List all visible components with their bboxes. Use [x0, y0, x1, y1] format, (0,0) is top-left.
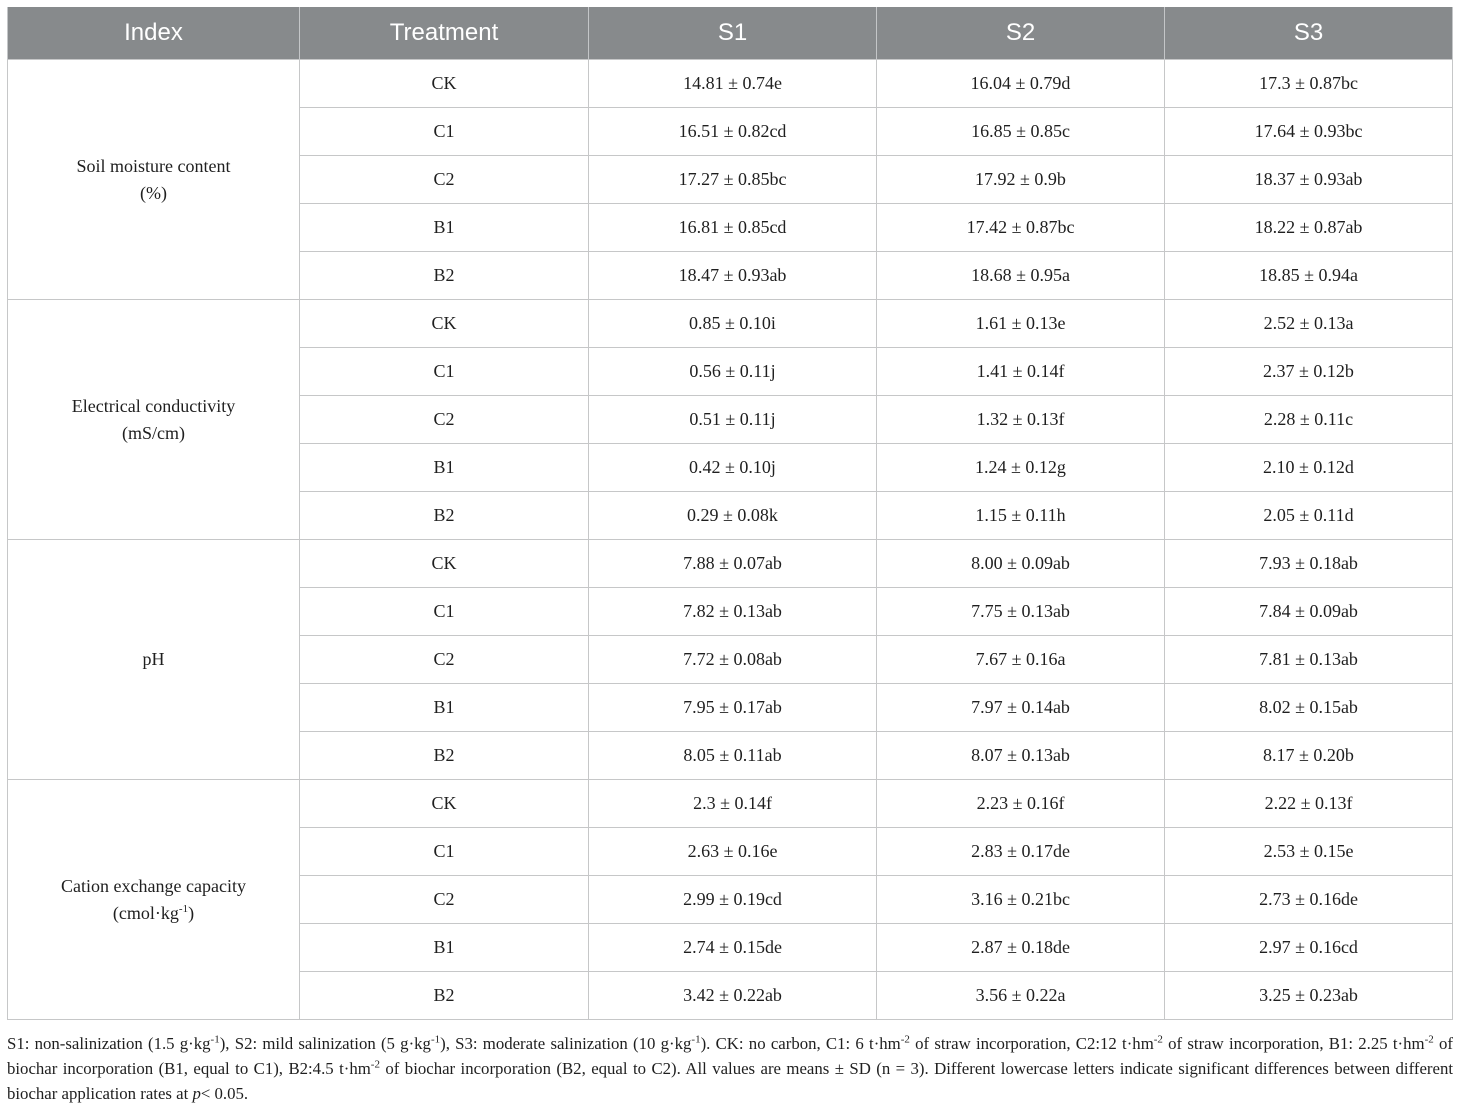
s1-value-cell: 18.47 ± 0.93ab [589, 252, 877, 300]
s1-value-cell: 0.51 ± 0.11j [589, 396, 877, 444]
s3-value-cell: 18.22 ± 0.87ab [1165, 204, 1453, 252]
s3-value-cell: 8.17 ± 0.20b [1165, 732, 1453, 780]
treatment-cell: C1 [300, 588, 589, 636]
s2-value-cell: 2.23 ± 0.16f [877, 780, 1165, 828]
index-cell [8, 60, 300, 300]
s2-value-cell: 17.42 ± 0.87bc [877, 204, 1165, 252]
index-unit-end: ) [188, 902, 195, 923]
treatment-cell: C1 [300, 108, 589, 156]
treatment-cell: B2 [300, 972, 589, 1020]
s2-value-cell: 1.24 ± 0.12g [877, 444, 1165, 492]
s1-value-cell: 7.88 ± 0.07ab [589, 540, 877, 588]
header-s1: S1 [589, 7, 877, 60]
s3-value-cell: 2.28 ± 0.11c [1165, 396, 1453, 444]
s1-value-cell: 2.74 ± 0.15de [589, 924, 877, 972]
s3-value-cell: 2.37 ± 0.12b [1165, 348, 1453, 396]
s2-value-cell: 1.41 ± 0.14f [877, 348, 1165, 396]
s1-value-cell: 2.3 ± 0.14f [589, 780, 877, 828]
s2-value-cell: 16.04 ± 0.79d [877, 60, 1165, 108]
s1-value-cell: 0.85 ± 0.10i [589, 300, 877, 348]
s3-value-cell: 2.10 ± 0.12d [1165, 444, 1453, 492]
s3-value-cell: 2.73 ± 0.16de [1165, 876, 1453, 924]
s1-value-cell: 14.81 ± 0.74e [589, 60, 877, 108]
index-label: pH [142, 649, 165, 669]
header-s3: S3 [1165, 7, 1453, 60]
s2-value-cell: 1.15 ± 0.11h [877, 492, 1165, 540]
s3-value-cell: 7.84 ± 0.09ab [1165, 588, 1453, 636]
footnote-p-italic: p [192, 1084, 201, 1103]
table-row [8, 60, 1453, 108]
index-cell [8, 540, 300, 780]
s2-value-cell: 3.56 ± 0.22a [877, 972, 1165, 1020]
s3-value-cell: 2.52 ± 0.13a [1165, 300, 1453, 348]
s1-value-cell: 2.99 ± 0.19cd [589, 876, 877, 924]
index-unit-sup: -1 [178, 902, 189, 915]
footnote-text: of biochar incorporation (B1, equal to C1), B2:4.5 t·hm [7, 1034, 1453, 1078]
footnote-sup: -2 [370, 1058, 380, 1071]
s2-value-cell: 8.07 ± 0.13ab [877, 732, 1165, 780]
footnote-sup: -1 [691, 1033, 701, 1046]
treatment-cell: CK [300, 300, 589, 348]
footnote-text: ), S2: mild salinization (5 g·kg [219, 1034, 431, 1053]
index-cell [8, 300, 300, 540]
s1-value-cell: 0.29 ± 0.08k [589, 492, 877, 540]
treatment-cell: CK [300, 780, 589, 828]
s1-value-cell: 7.82 ± 0.13ab [589, 588, 877, 636]
footnote-text: of straw incorporation, C2:12 t·hm [909, 1034, 1154, 1053]
treatment-cell: C2 [300, 876, 589, 924]
treatment-cell: B2 [300, 252, 589, 300]
footnote-sup: -2 [900, 1033, 910, 1046]
s1-value-cell: 0.56 ± 0.11j [589, 348, 877, 396]
s2-value-cell: 8.00 ± 0.09ab [877, 540, 1165, 588]
index-label: Cation exchange capacity [61, 875, 246, 896]
s3-value-cell: 2.97 ± 0.16cd [1165, 924, 1453, 972]
treatment-cell: B1 [300, 684, 589, 732]
treatment-cell: C1 [300, 348, 589, 396]
data-table-container [7, 7, 1453, 1020]
treatment-cell: CK [300, 540, 589, 588]
s1-value-cell: 16.81 ± 0.85cd [589, 204, 877, 252]
header-s2: S2 [877, 7, 1165, 60]
table-row [8, 540, 1453, 588]
header-row [8, 7, 1453, 60]
s2-value-cell: 3.16 ± 0.21bc [877, 876, 1165, 924]
s1-value-cell: 0.42 ± 0.10j [589, 444, 877, 492]
footnote-text: ), S3: moderate salinization (10 g·kg [440, 1034, 692, 1053]
footnote-sup: -2 [1153, 1033, 1163, 1046]
s1-value-cell: 8.05 ± 0.11ab [589, 732, 877, 780]
footnote-text: ). CK: no carbon, C1: 6 t·hm [700, 1034, 901, 1053]
s1-value-cell: 16.51 ± 0.82cd [589, 108, 877, 156]
footnote-text: S1: non-salinization (1.5 g·kg [7, 1034, 211, 1053]
treatment-cell: B1 [300, 444, 589, 492]
header-treatment: Treatment [300, 7, 589, 60]
treatment-cell: C2 [300, 156, 589, 204]
s2-value-cell: 17.92 ± 0.9b [877, 156, 1165, 204]
index-unit: (mS/cm) [122, 422, 185, 443]
index-label: Electrical conductivity [71, 395, 236, 416]
s3-value-cell: 3.25 ± 0.23ab [1165, 972, 1453, 1020]
footnote-sup: -2 [1424, 1033, 1434, 1046]
footnote-sup: -1 [210, 1033, 220, 1046]
s2-value-cell: 7.67 ± 0.16a [877, 636, 1165, 684]
table-header [8, 7, 1453, 60]
footnote-text: < 0.05. [200, 1084, 249, 1103]
index-cell [8, 780, 300, 1020]
s3-value-cell: 7.93 ± 0.18ab [1165, 540, 1453, 588]
table-row [8, 780, 1453, 828]
s1-value-cell: 7.72 ± 0.08ab [589, 636, 877, 684]
s2-value-cell: 7.97 ± 0.14ab [877, 684, 1165, 732]
s2-value-cell: 2.87 ± 0.18de [877, 924, 1165, 972]
s3-value-cell: 7.81 ± 0.13ab [1165, 636, 1453, 684]
treatment-cell: C2 [300, 396, 589, 444]
s1-value-cell: 17.27 ± 0.85bc [589, 156, 877, 204]
treatment-cell: B2 [300, 492, 589, 540]
treatment-cell: B1 [300, 924, 589, 972]
s3-value-cell: 18.85 ± 0.94a [1165, 252, 1453, 300]
table-body [8, 60, 1453, 1020]
index-unit: (cmol·kg [112, 902, 179, 923]
s2-value-cell: 1.32 ± 0.13f [877, 396, 1165, 444]
s2-value-cell: 16.85 ± 0.85c [877, 108, 1165, 156]
s3-value-cell: 8.02 ± 0.15ab [1165, 684, 1453, 732]
footnote-sup: -1 [430, 1033, 441, 1046]
soil-properties-table [7, 7, 1453, 1020]
table-footnote [7, 1031, 1453, 1106]
s3-value-cell: 2.05 ± 0.11d [1165, 492, 1453, 540]
s2-value-cell: 7.75 ± 0.13ab [877, 588, 1165, 636]
table-row [8, 300, 1453, 348]
s2-value-cell: 1.61 ± 0.13e [877, 300, 1165, 348]
treatment-cell: CK [300, 60, 589, 108]
s3-value-cell: 2.53 ± 0.15e [1165, 828, 1453, 876]
s1-value-cell: 2.63 ± 0.16e [589, 828, 877, 876]
treatment-cell: B2 [300, 732, 589, 780]
footnote-text: of straw incorporation, B1: 2.25 t·hm [1162, 1034, 1425, 1053]
header-index: Index [8, 7, 300, 60]
s1-value-cell: 7.95 ± 0.17ab [589, 684, 877, 732]
treatment-cell: B1 [300, 204, 589, 252]
index-unit: (%) [140, 182, 167, 203]
s2-value-cell: 2.83 ± 0.17de [877, 828, 1165, 876]
s2-value-cell: 18.68 ± 0.95a [877, 252, 1165, 300]
footnote-text: of biochar incorporation (B2, equal to C2). All values are means ± SD (n = 3). Different lowercase letters indicate significant differences between different biochar application rates at [7, 1059, 1453, 1103]
index-label: Soil moisture content [76, 155, 231, 176]
s3-value-cell: 17.64 ± 0.93bc [1165, 108, 1453, 156]
treatment-cell: C1 [300, 828, 589, 876]
s3-value-cell: 2.22 ± 0.13f [1165, 780, 1453, 828]
s1-value-cell: 3.42 ± 0.22ab [589, 972, 877, 1020]
s3-value-cell: 18.37 ± 0.93ab [1165, 156, 1453, 204]
s3-value-cell: 17.3 ± 0.87bc [1165, 60, 1453, 108]
treatment-cell: C2 [300, 636, 589, 684]
